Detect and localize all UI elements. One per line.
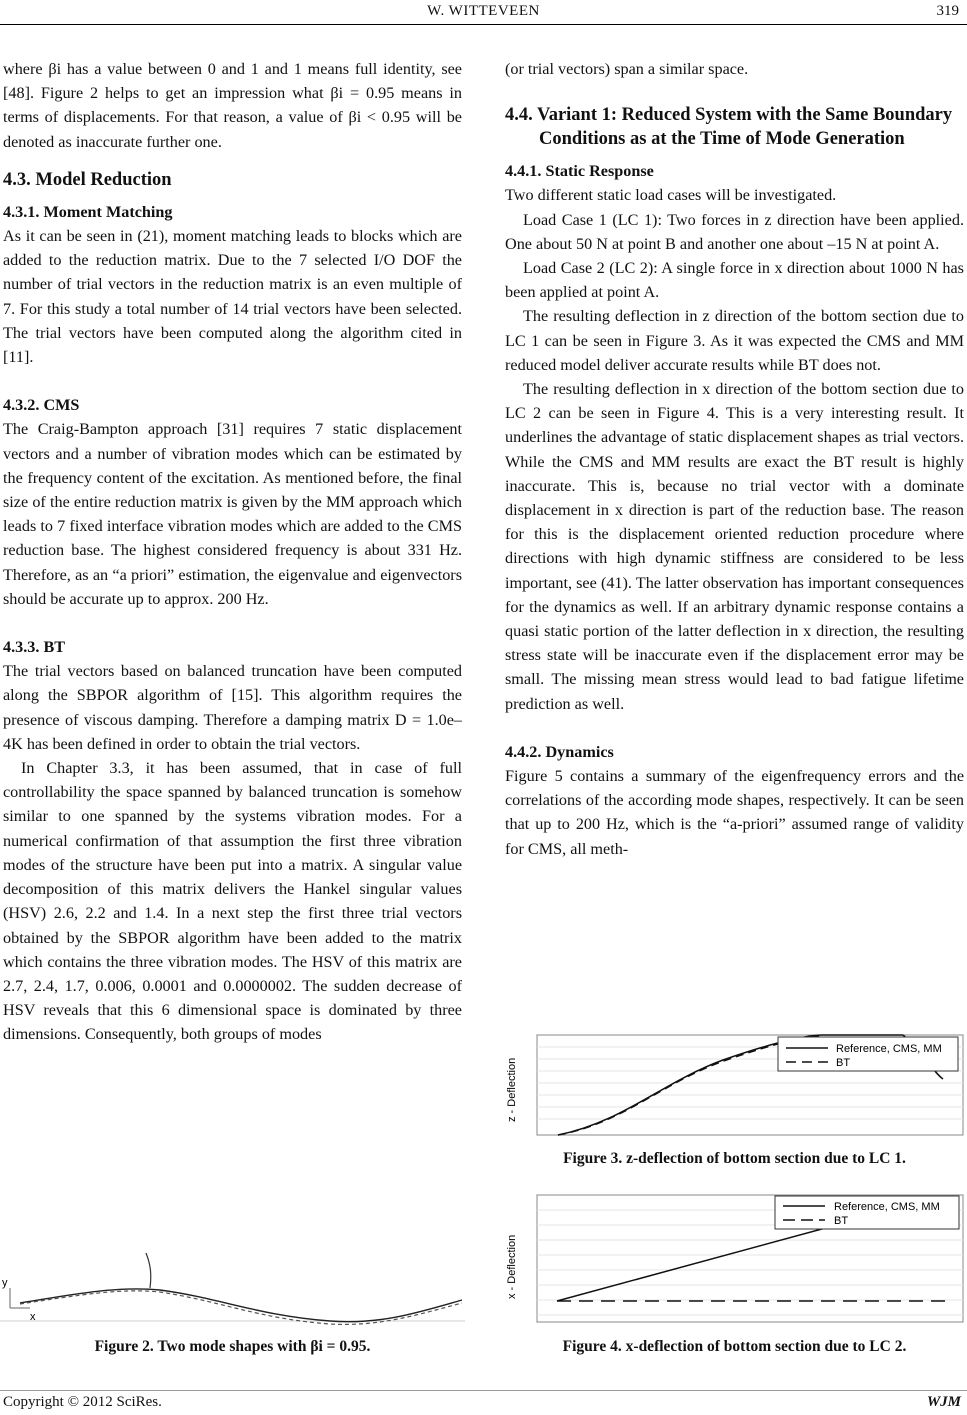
paragraph: Two different static load cases will be investigated.: [505, 186, 837, 205]
subsection-heading: 4.3.2. CMS: [3, 396, 80, 415]
series-reference-cms-mm: [557, 1220, 855, 1301]
mode-shape-1: [20, 1289, 462, 1322]
section-heading: 4.4. Variant 1: Reduced System with the Same Boundary Conditions as at the Time of Mode Generation: [505, 105, 953, 150]
subsection-heading: 4.3.1. Moment Matching: [3, 202, 173, 221]
paragraph: where βi has a value between 0 and 1 and 1 means full identity, see [48]. Figure 2 helps to get an impression what βi = 0.95 means in terms of displacements. For that reason, a value of βi < 0.95 will be denoted as inaccurate further one.: [3, 60, 462, 151]
paragraph: The resulting deflection in z direction of the bottom section due to LC 1 can be seen in Figure 3. As it was expected the CMS and MM reduced model deliver accurate results while BT does not.: [505, 307, 964, 374]
paragraph: In Chapter 3.3, it has been assumed, that in case of full controllability the space spanned by balanced truncation is somehow similar to one spanned by the systems vibration modes. For a numerical confirmation of that assumption the first three vibration modes of the structure have been put into a matrix. A singular value decomposition of this matrix delivers the Hankel singular values (HSV) 2.6, 2.2 and 1.4. In a next step the first three trial vectors obtained by the SBPOR algorithm have been added to the matrix which contains the three vibration modes. The HSV of this matrix are 2.7, 2.4, 1.7, 0.006, 0.0001 and 0.0000002. The sudden decrease of HSV reveals that this 6 dimensional space is dominated by three dimensions. Consequently, both groups of modes: [3, 759, 462, 1044]
axis-x-label: x: [30, 1311, 36, 1323]
paragraph: The Craig-Bampton approach [31] requires 7 static displacement vectors and a number of vibration modes which can be estimated by the frequency content of the excitation. As mentioned before, the final size of the entire reduction matrix is given by the MM approach which leads to 7 fixed interface vibration modes which are added to the CMS reduction base. The highest considered frequency is about 331 Hz. Therefore, as an “a priori” estimation, the eigenvalue and eigenvectors should be accurate up to approx. 200 Hz.: [3, 420, 462, 608]
figure-3-caption: Figure 3. z-deflection of bottom section due to LC 1.: [563, 1150, 906, 1167]
paragraph: The trial vectors based on balanced truncation have been computed along the SBPOR algorithm of [15]. This algorithm requires the presence of viscous damping. Therefore a damping matrix D = 1.0e–4K has been defined in order to obtain the trial vectors.: [3, 662, 462, 753]
right-column: [505, 57, 964, 861]
legend-dashed-label: BT: [834, 1215, 849, 1227]
legend-solid-label: Reference, CMS, MM: [834, 1201, 940, 1213]
paragraph: Load Case 2 (LC 2): A single force in x direction about 1000 N has been applied at point A.: [505, 259, 964, 302]
subsection-heading: 4.3.3. BT: [3, 638, 66, 657]
axis-y-label: y: [2, 1277, 8, 1289]
mode-shape-2: [20, 1291, 462, 1325]
paragraph: (or trial vectors) span a similar space.: [505, 60, 749, 78]
running-header-author: W. WITTEVEEN: [427, 3, 540, 19]
subsection-heading: 4.4.2. Dynamics: [505, 742, 614, 761]
figure-3-chart: [503, 1032, 965, 1137]
figure-2-mode-shapes: [0, 1248, 465, 1328]
figure-4-caption: Figure 4. x-deflection of bottom section due to LC 2.: [562, 1338, 907, 1355]
left-column: [3, 57, 462, 1047]
page-number: 319: [936, 3, 959, 19]
paragraph: As it can be seen in (21), moment matching leads to blocks which are added to the reduction matrix. Due to the 7 selected I/O DOF the number of trial vectors in the reduction matrix is an even multiple of 7. For this study a total number of 14 trial vectors have been selected. The trial vectors have been computed along the algorithm cited in [11].: [3, 227, 462, 367]
paragraph: Figure 5 contains a summary of the eigenfrequency errors and the correlations of the according mode shapes, respectively. It can be seen that up to 200 Hz, which is the “a-priori” assumed range of validity for CMS, all meth-: [505, 767, 964, 858]
legend-solid-label: Reference, CMS, MM: [836, 1043, 942, 1055]
figure-2-caption: Figure 2. Two mode shapes with βi = 0.95.: [94, 1338, 371, 1355]
subsection-heading: 4.4.1. Static Response: [505, 162, 654, 181]
paragraph: Load Case 1 (LC 1): Two forces in z direction have been applied. One about 50 N at point B and another one about –15 N at point A.: [505, 210, 964, 253]
header-rule: [0, 24, 967, 25]
figure-4-chart: [503, 1192, 965, 1324]
footer-rule: [0, 1390, 967, 1391]
marker-arrow: [146, 1253, 151, 1288]
y-axis-label: z - Deflection: [506, 1057, 518, 1122]
y-axis-label: x - Deflection: [506, 1234, 518, 1299]
legend-dashed-label: BT: [836, 1057, 851, 1069]
copyright-notice: Copyright © 2012 SciRes.: [3, 1394, 162, 1410]
paragraph: The resulting deflection in x direction of the bottom section due to LC 2 can be seen in Figure 4. This is a very interesting result. It underlines the advantage of static displacement shapes as trial vectors. While the CMS and MM results are exact the BT result is highly inaccurate. This is, because no trial vector with a dominate displacement in x direction is part of the reduction base. The reason for this is the displacement oriented reduction procedure where directions with high dynamic stiffness are considered to be less important, see (41). The latter observation has important consequences for the dynamics as well. If an arbitrary dynamic response contains a quasi static portion of the latter deflection in x direction, the resulting stress state will be inaccurate even if the displacement error may be small. The missing mean stress would lead to bad fatigue lifetime prediction as well.: [505, 380, 964, 713]
journal-abbreviation: WJM: [926, 1394, 961, 1410]
section-heading: 4.3. Model Reduction: [3, 169, 172, 190]
